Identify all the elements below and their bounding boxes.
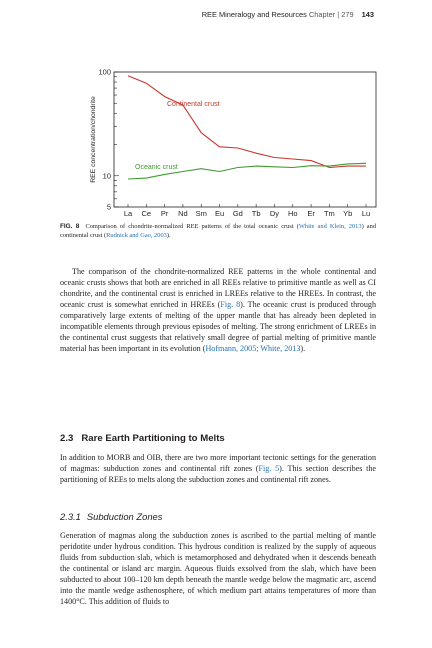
x-tick-label: Dy (269, 209, 280, 218)
citation-link[interactable]: White and Klein, 2013 (298, 223, 362, 230)
series-label-continental-crust: Continental crust (167, 101, 220, 108)
ree-pattern-chart (0, 0, 432, 225)
figure-ref-link[interactable]: Fig. 5 (258, 464, 280, 473)
chapter-label: Chapter | 279 (308, 10, 354, 19)
paragraph-text: ). (300, 344, 306, 353)
caption-text: ). (166, 232, 171, 239)
x-tick-label: Pr (160, 209, 169, 218)
series-label-oceanic-crust: Oceanic crust (135, 164, 178, 171)
x-tick-label: Er (307, 209, 315, 218)
x-tick-label: Nd (178, 209, 188, 218)
x-tick-label: Tb (251, 209, 261, 218)
chart-series (128, 76, 366, 179)
x-tick-label: Gd (232, 209, 243, 218)
y-tick-label: 100 (98, 67, 111, 77)
y-tick-label: 5 (106, 202, 111, 212)
subsection-title: Subduction Zones (86, 511, 163, 522)
subsection-number: 2.3.1 (60, 511, 81, 522)
body-paragraph (60, 452, 376, 485)
section-number: 2.3 (60, 433, 74, 444)
x-tick-label: Sm (195, 209, 207, 218)
figure-label: FIG. 8 (60, 223, 80, 230)
figure-ref-link[interactable]: Fig. 8 (220, 300, 241, 309)
paragraph-text: In addition to MORB and OIB, there are two more important tectonic settings for the generation of magmas: subduction zones and continental rift zones ( (60, 453, 376, 473)
paragraph-text: The comparison of the chondrite-normalized REE patterns in the whole continental and oceanic crusts shows that both are enriched in all REEs relative to primitive mantle as well as CI chondrite, and the continental crust is enriched in LREEs relative to the HREEs. In contrast, the oceanic crust is somewhat enriched in HREEs ( (60, 267, 376, 309)
section-heading (60, 433, 225, 444)
caption-text: Comparison of chondrite-normalized REE patterns of the total oceanic crust ( (85, 223, 299, 230)
paragraph-text: ). This section describes the partitioning of REEs to melts along the subduction zones and continental rift zones. (60, 464, 376, 484)
series-line-continental-crust (128, 76, 366, 168)
x-tick-label: Lu (361, 209, 371, 218)
x-tick-label: Ho (287, 209, 298, 218)
x-tick-label: Eu (214, 209, 225, 218)
page-number: 143 (361, 10, 374, 19)
figure-caption (60, 222, 376, 240)
caption-text: ) and continental crust ( (60, 223, 377, 239)
y-axis-label: REE concentration/chondrite (90, 96, 97, 183)
y-tick-label: 10 (102, 171, 111, 181)
x-tick-label: La (123, 209, 133, 218)
subsection-heading (60, 511, 162, 522)
plot-frame (114, 72, 376, 207)
body-paragraph: Generation of magmas along the subduction zones is ascribed to the partial melting of mantle peridotite under hydrous condition. This hydrous condition is realized by the supply of aqueous fluids from subduction slab, which is metamorphosed and dehydrated when it descends beneath the continental or island arc margin. Aqueous fluids exsolved from the slab, which have been subducted to about 100–120 km depth beneath the mantle wedge below the magmatic arc, ascend into the mantle wedge asthenosphere, of which medium part attains temperatures of more than 1400°C. This addition of fluids to (60, 531, 376, 606)
x-tick-label: Yb (343, 209, 353, 218)
citation-link[interactable]: Hofmann, 2005; White, 2013 (205, 344, 301, 353)
x-tick-label: Ce (141, 209, 152, 218)
citation-link[interactable]: Rudnick and Gao, 2003 (106, 232, 167, 239)
paragraph-text: ). The oceanic crust is produced through comparatively large extents of melting of the upper mantle that has already been depleted in incompatible elements through previous episodes of melting. The strong enrichment of LREEs in the continental crust suggests that relatively small degree of partial melting of primitive mantle material has been important in its evolution ( (60, 300, 376, 353)
chart-axes (90, 68, 376, 219)
body-paragraph (60, 266, 376, 354)
book-title: REE Mineralogy and Resources (201, 10, 307, 19)
section-title: Rare Earth Partitioning to Melts (81, 433, 225, 444)
x-tick-label: Tm (323, 209, 335, 218)
